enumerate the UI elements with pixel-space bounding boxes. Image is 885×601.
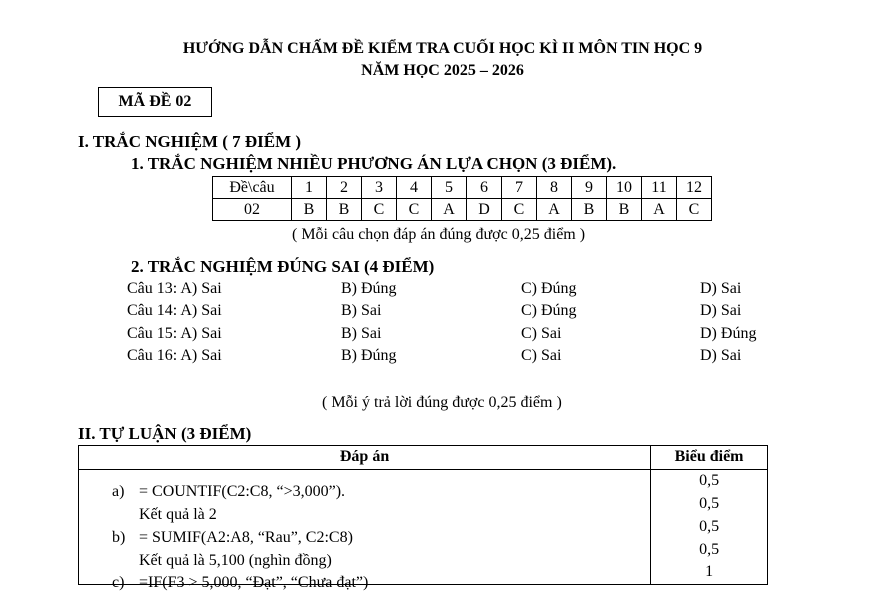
option-a: Câu 13: A) Sai (127, 280, 222, 297)
section2-heading: II. TỰ LUẬN (3 ĐIỂM) (78, 424, 252, 443)
answer-cell: C (397, 199, 432, 221)
option-d: D) Sai (700, 280, 742, 297)
score-cell: 0,5 (651, 493, 768, 516)
item-label: b) (112, 528, 126, 546)
answer-key-table (212, 176, 712, 221)
answer-key-header-row (213, 177, 712, 199)
section1-heading: I. TRẮC NGHIỆM ( 7 ĐIỂM ) (78, 132, 302, 151)
answer-cell: A (642, 199, 677, 221)
answer-cell: B (607, 199, 642, 221)
question-number-cell: 9 (572, 177, 607, 199)
option-c: C) Sai (521, 325, 562, 342)
answer-cell: B (572, 199, 607, 221)
essay-row (79, 561, 768, 584)
answer-cell: B (327, 199, 362, 221)
true-false-row (127, 280, 777, 302)
option-a: Câu 15: A) Sai (127, 325, 222, 342)
true-false-row (127, 347, 777, 369)
true-false-row (127, 302, 777, 324)
question-number-cell: 10 (607, 177, 642, 199)
part1-scoring-note: ( Mỗi câu chọn đáp án đúng được 0,25 điểm ) (292, 226, 586, 243)
answer-cell (79, 561, 651, 592)
option-a: Câu 16: A) Sai (127, 347, 222, 364)
true-false-row (127, 325, 777, 347)
option-b: B) Đúng (341, 280, 397, 297)
part2-scoring-note: ( Mỗi ý trả lời đúng được 0,25 điểm ) (322, 394, 562, 411)
score-cell: 1 (651, 561, 768, 584)
essay-row (79, 515, 768, 538)
answer-text: = COUNTIF(C2:C8, “>3,000”). (139, 483, 346, 501)
option-d: D) Đúng (700, 325, 757, 342)
answer-cell: C (502, 199, 537, 221)
question-number-cell: 3 (362, 177, 397, 199)
essay-header-row (79, 446, 768, 470)
question-number-cell: 11 (642, 177, 677, 199)
header-label-cell: Đề\câu (213, 177, 292, 199)
item-label: c) (112, 574, 125, 592)
answer-cell (79, 493, 651, 523)
essay-scoring-table (78, 445, 768, 592)
exam-code-box: MÃ ĐỀ 02 (98, 87, 212, 117)
answer-text: Kết quả là 2 (139, 505, 217, 523)
option-c: C) Đúng (521, 302, 577, 319)
part1-heading: 1. TRẮC NGHIỆM NHIỀU PHƯƠNG ÁN LỰA CHỌN (3 ĐIỂM). (131, 154, 617, 173)
option-d: D) Sai (700, 302, 742, 319)
option-b: B) Sai (341, 302, 382, 319)
answer-key-row (213, 199, 712, 221)
document-title: HƯỚNG DẪN CHẤM ĐỀ KIỂM TRA CUỐI HỌC KÌ II MÔN TIN HỌC 9 (182, 40, 703, 57)
answer-cell: C (677, 199, 712, 221)
part2-heading: 2. TRẮC NGHIỆM ĐÚNG SAI (4 ĐIỂM) (131, 257, 435, 276)
option-b: B) Đúng (341, 347, 397, 364)
essay-row (79, 493, 768, 516)
score-cell: 0,5 (651, 469, 768, 492)
answer-text: = SUMIF(A2:A8, “Rau”, C2:C8) (139, 528, 353, 546)
essay-row (79, 469, 768, 492)
answer-cell: C (362, 199, 397, 221)
question-number-cell: 8 (537, 177, 572, 199)
option-b: B) Sai (341, 325, 382, 342)
question-number-cell: 1 (292, 177, 327, 199)
score-cell: 0,5 (651, 538, 768, 561)
item-label: a) (112, 483, 125, 501)
score-cell: 0,5 (651, 515, 768, 538)
question-number-cell: 6 (467, 177, 502, 199)
answer-text: Kết quả là 5,100 (nghìn đồng) (139, 551, 332, 569)
answer-cell (79, 515, 651, 546)
question-number-cell: 7 (502, 177, 537, 199)
answer-cell: B (292, 199, 327, 221)
document-subtitle: NĂM HỌC 2025 – 2026 (361, 62, 524, 79)
exam-code-cell: 02 (213, 199, 292, 221)
option-c: C) Đúng (521, 280, 577, 297)
option-a: Câu 14: A) Sai (127, 302, 222, 319)
score-column-header: Biểu điểm (651, 446, 768, 470)
question-number-cell: 5 (432, 177, 467, 199)
answer-cell (79, 469, 651, 501)
question-number-cell: 4 (397, 177, 432, 199)
essay-row (79, 538, 768, 561)
option-d: D) Sai (700, 347, 742, 364)
answer-cell (79, 538, 651, 569)
option-c: C) Sai (521, 347, 562, 364)
answer-cell: A (432, 199, 467, 221)
answer-text: =IF(F3 > 5,000, “Đạt”, “Chưa đạt”) (139, 574, 369, 592)
question-number-cell: 2 (327, 177, 362, 199)
answer-cell: D (467, 199, 502, 221)
question-number-cell: 12 (677, 177, 712, 199)
answer-column-header: Đáp án (79, 446, 651, 470)
answer-cell: A (537, 199, 572, 221)
